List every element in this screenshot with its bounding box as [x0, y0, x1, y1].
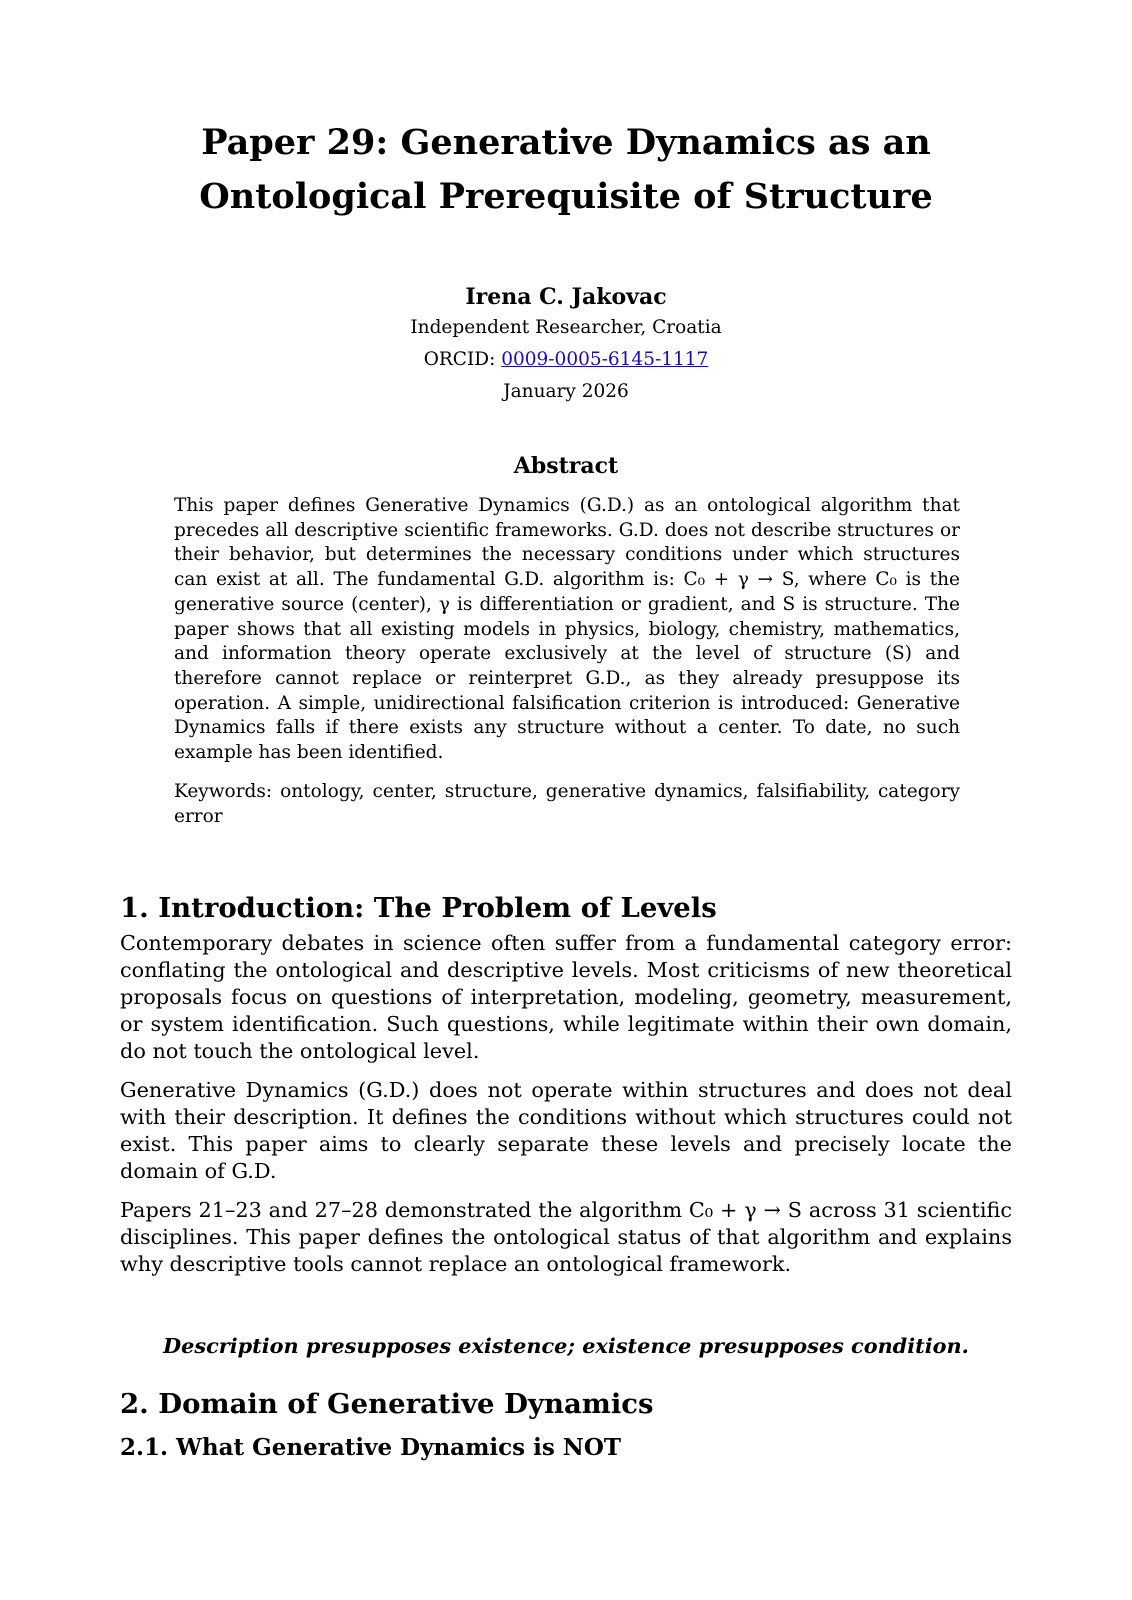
section-heading: 1. Introduction: The Problem of Levels [120, 892, 717, 924]
emphasis-statement: Description presupposes existence; existence presupposes condition. [163, 1333, 969, 1358]
paper-title: Paper 29: Generative Dynamics as an Ontological Prerequisite of Structure [199, 122, 933, 217]
orcid-label: ORCID: [423, 349, 502, 370]
subsection-heading: 2.1. What Generative Dynamics is NOT [120, 1434, 621, 1461]
abstract-text: This paper defines Generative Dynamics (G.D.) as an ontological algorithm that precedes all descriptive scientific frameworks. G.D. does not describe structures or their behavior, but determines the necessary conditions under which structures can exist at all. The fundamental G.D. algorithm is: C₀ + γ → S, where C₀ is the generative source (center), γ is differentiation or gradient, and S is structure. The paper shows that all existing models in physics, biology, chemistry, mathematics, and information theory operate exclusively at the level of structure (S) and therefore cannot replace or reinterpret G.D., as they already presuppose its operation. A simple, unidirectional falsification criterion is introduced: Generative Dynamics falls if there exists any structure without a center. To date, no such example has been identified. [174, 495, 960, 764]
author-affiliation: Independent Researcher, Croatia [410, 317, 722, 338]
author-block [0, 282, 1132, 408]
section-domain [120, 1386, 1012, 1464]
paragraph: Papers 21–23 and 27–28 demonstrated the algorithm C₀ + γ → S across 31 scientific disciplines. This paper defines the ontological status of that algorithm and explains why descriptive tools cannot replace an ontological framework. [120, 1198, 1012, 1276]
author-name: Irena C. Jakovac [465, 284, 667, 310]
keywords: Keywords: ontology, center, structure, generative dynamics, falsifiability, category error [174, 781, 960, 827]
publication-date: January 2026 [503, 381, 629, 402]
orcid-link[interactable]: 0009-0005-6145-1117 [501, 349, 709, 370]
abstract-heading: Abstract [513, 453, 619, 479]
section-heading: 2. Domain of Generative Dynamics [120, 1388, 654, 1420]
orcid-line [0, 344, 1132, 376]
section-introduction [120, 890, 1012, 1278]
paragraph: Generative Dynamics (G.D.) does not operate within structures and does not deal with their description. It defines the conditions without which structures could not exist. This paper aims to clearly separate these levels and precisely locate the domain of G.D. [120, 1078, 1012, 1183]
paragraph: Contemporary debates in science often suffer from a fundamental category error: conflating the ontological and descriptive levels. Most criticisms of new theoretical proposals focus on questions of interpretation, modeling, geometry, measurement, or system identification. Such questions, while legitimate within their own domain, do not touch the ontological level. [120, 931, 1012, 1063]
